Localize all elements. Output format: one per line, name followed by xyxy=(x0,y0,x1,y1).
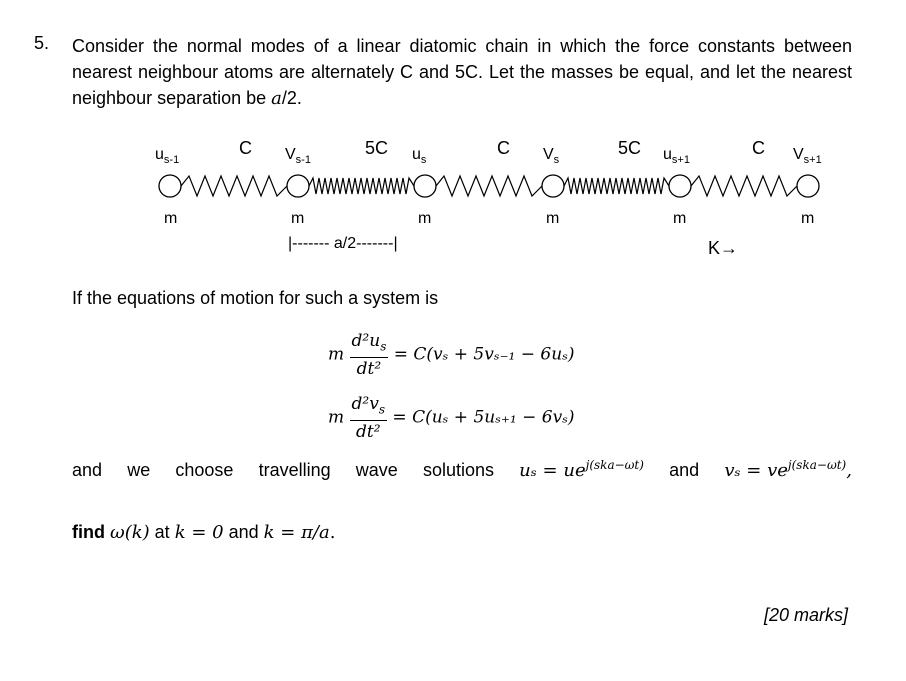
word: solutions xyxy=(422,460,495,480)
find-instruction xyxy=(72,522,335,543)
mass-label: m xyxy=(291,210,305,227)
wave-solution-line xyxy=(72,458,852,481)
period: . xyxy=(329,522,336,543)
intro-tail: /2. xyxy=(281,88,302,108)
intro-text: Consider the normal modes of a linear diatomic chain in which the force constants between nearest neighbour atoms are alternately C and 5C. Let the masses be equal, and let the nearest neighbour separation be xyxy=(72,36,852,108)
label-u-s: $u_s$ xyxy=(412,146,427,166)
eq2-numerator-sub: s xyxy=(378,402,386,417)
eq1-rhs: = C(vₛ + 5vₛ₋₁ − 6uₛ) xyxy=(393,344,575,365)
word: and xyxy=(669,460,700,480)
eq1-fraction xyxy=(350,330,389,380)
eq1-numerator: d²u xyxy=(351,331,381,351)
equations-intro: If the equations of motion for such a system is xyxy=(72,288,439,308)
word: we xyxy=(127,460,151,480)
wavevector-label: K→ xyxy=(708,238,739,258)
question-intro xyxy=(72,33,852,112)
eq1-numerator-sub: s xyxy=(380,339,387,354)
word: at xyxy=(154,522,170,542)
spring-c-2 xyxy=(436,176,542,196)
word: travelling xyxy=(258,460,331,480)
atom-5 xyxy=(669,175,691,197)
atom-2 xyxy=(287,175,309,197)
word: and xyxy=(228,522,259,542)
label-c-1: C xyxy=(239,138,252,158)
diatomic-chain-diagram xyxy=(0,130,906,270)
separation-label: |------- a/2-------| xyxy=(288,235,398,252)
atom-4 xyxy=(542,175,564,197)
mass-label: m xyxy=(546,210,560,227)
word: and xyxy=(72,460,103,480)
mass-label: m xyxy=(673,210,687,227)
u-solution: $u_s = ue^{j(ska-\omega t)}$ xyxy=(519,458,644,481)
atom-1 xyxy=(159,175,181,197)
find-bold: find xyxy=(72,522,105,542)
label-5c-2: 5C xyxy=(618,138,642,158)
label-v-s: $V_s$ xyxy=(543,146,560,166)
spring-c-1 xyxy=(181,176,287,196)
eq2-mass: m xyxy=(328,407,345,428)
word: wave xyxy=(355,460,398,480)
label-v-s+1: $V_{s+1}$ xyxy=(793,146,822,166)
eq2-numerator: d²v xyxy=(351,394,379,414)
mass-label: m xyxy=(801,210,815,227)
omega-of-k: ω(k) xyxy=(110,522,150,543)
eq2-denominator: dt² xyxy=(356,422,381,443)
label-u-s+1: $u_{s+1}$ xyxy=(663,146,690,166)
k-zero: k = 0 xyxy=(174,522,224,543)
equation-2 xyxy=(328,393,575,443)
word: choose xyxy=(175,460,234,480)
eq1-denominator: dt² xyxy=(356,359,382,380)
eq1-mass: m xyxy=(328,344,345,365)
spring-5c-1 xyxy=(309,178,414,194)
eq2-fraction xyxy=(350,393,387,443)
intro-var-a: a xyxy=(271,88,282,109)
spring-c-3 xyxy=(691,176,797,196)
label-c-3: C xyxy=(752,138,765,158)
label-v-s-1: $V_{s-1}$ xyxy=(285,146,311,166)
equation-1 xyxy=(328,330,575,380)
v-solution: $v_s = ve^{j(ska-\omega t)}$, xyxy=(724,458,852,481)
eq2-rhs: = C(uₛ + 5uₛ₊₁ − 6vₛ) xyxy=(392,407,575,428)
label-5c-1: 5C xyxy=(365,138,389,158)
mass-label: m xyxy=(164,210,178,227)
k-pi-over-a: k = π/a xyxy=(263,522,330,543)
atom-3 xyxy=(414,175,436,197)
label-c-2: C xyxy=(497,138,510,158)
mass-label: m xyxy=(418,210,432,227)
atom-6 xyxy=(797,175,819,197)
label-u-s-1: $u_{s-1}$ xyxy=(155,146,180,166)
marks-label: [20 marks] xyxy=(763,605,848,625)
spring-5c-2 xyxy=(564,178,669,194)
question-number: 5. xyxy=(34,33,50,53)
